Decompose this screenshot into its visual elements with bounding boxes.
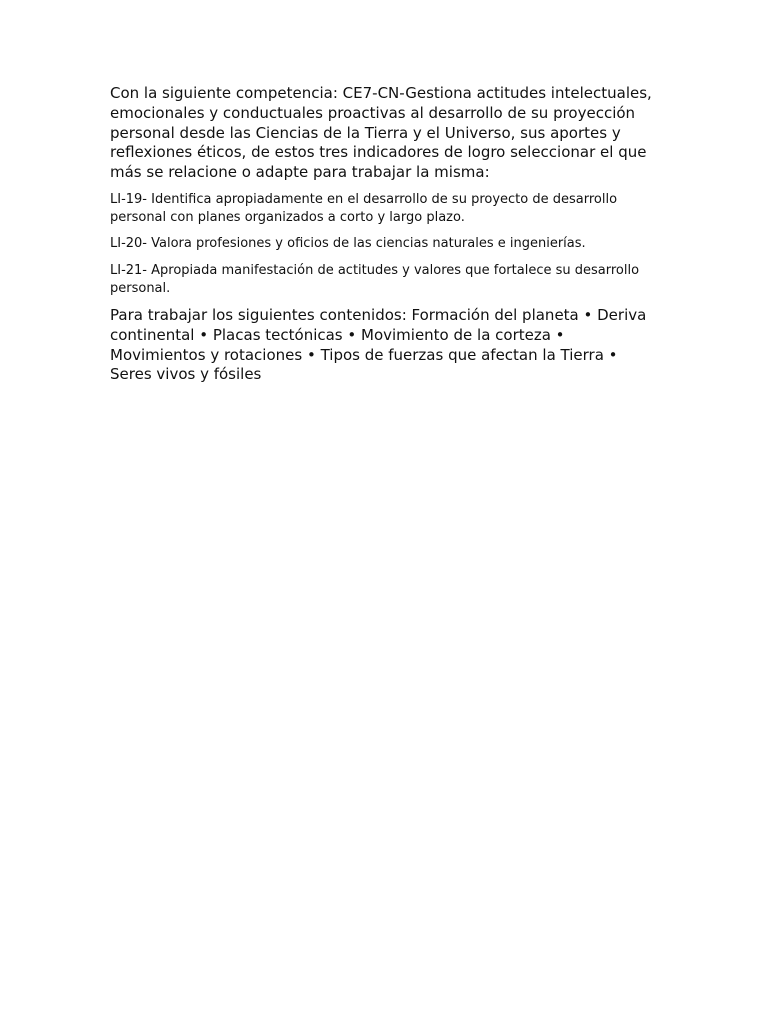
document-page: [110, 84, 658, 393]
indicator-li-21: LI-21- Apropiada manifestación de actitudes y valores que fortalece su desarrollo personal.: [110, 262, 640, 296]
indicator-li-19: LI-19- Identifica apropiadamente en el desarrollo de su proyecto de desarrollo personal con planes organizados a corto y largo plazo.: [110, 191, 618, 225]
intro-paragraph: Con la siguiente competencia: CE7-CN-Gestiona actitudes intelectuales, emocionales y conductuales proactivas al desarrollo de su proyección personal desde las Ciencias de la Tierra y el Universo, sus aportes y reflexiones éticos, de estos tres indicadores de logro seleccionar el que más se relacione o adapte para trabajar la misma:: [110, 84, 652, 182]
indicator-li-20: LI-20- Valora profesiones y oficios de las ciencias naturales e ingenierías.: [110, 235, 586, 251]
contents-paragraph: Para trabajar los siguientes contenidos: Formación del planeta • Deriva continental • Placas tectónicas • Movimiento de la corteza • Movimientos y rotaciones • Tipos de fuerzas que afectan la Tierra • Seres vivos y fósiles: [110, 305, 647, 384]
